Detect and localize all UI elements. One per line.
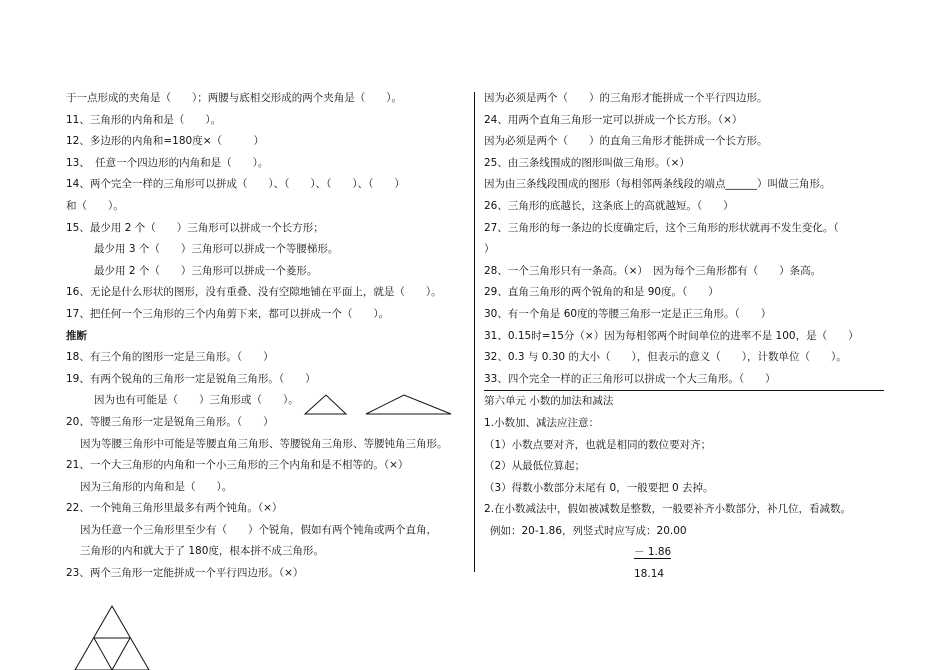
question-20-reason: 因为等腰三角形中可能是等腰直角三角形、等腰锐角三角形、等腰钝角三角形。 [80,437,448,450]
question-22: 22、一个钝角三角形里最多有两个钝角。（×） [66,502,283,515]
question-25-reason: 因为由三条线段围成的图形（每相邻两条线段的端点______）叫做三角形。 [484,178,831,191]
four-triangles-figure [73,604,153,670]
question-21-reason: 因为三角形的内角和是（ ）。 [80,480,233,493]
question-31: 31、0.15时=15分（×）因为每相邻两个时间单位的进率不是 100，是（ ） [484,329,859,342]
question-18: 18、有三个角的图形一定是三角形。（ ） [66,351,274,364]
question-29: 29、直角三角形的两个锐角的和是 90度。（ ） [484,286,719,299]
question-32: 32、0.3 与 0.30 的大小（ ），但表示的意义（ ），计数单位（ ）。 [484,351,847,364]
column-divider [474,92,475,572]
rule-2: 2.在小数减法中，假如被减数是整数，一般要补齐小数部分，补几位，看减数。 [484,503,852,516]
question-27: 27、三角形的每一条边的长度确定后，这个三角形的形状就再不发生变化。（ [484,221,839,234]
right-column [484,88,884,586]
question-15: 15、最少用 2 个（ ）三角形可以拼成一个长方形； [66,221,324,234]
question-30: 30、有一个角是 60度的等腰三角形一定是正三角形。（ ） [484,307,772,320]
question-15-c: 最少用 2 个（ ）三角形可以拼成一个菱形。 [94,264,318,277]
question-13: 13、 任意一个四边形的内角和是（ ）。 [66,156,269,169]
midline-right [112,638,130,670]
triangle-figures [300,392,460,418]
question-25: 25、由三条线围成的图形叫做三角形。（×） [484,156,690,169]
question-15-b: 最少用 3 个（ ）三角形可以拼成一个等腰梯形。 [94,243,339,256]
question-19: 19、有两个锐角的三角形一定是锐角三角形。（ ） [66,372,316,385]
section-heading-judgement: 推断 [66,329,87,342]
question-20: 20、等腰三角形一定是锐角三角形。（ ） [66,415,274,428]
question-22-reason: 因为任意一个三角形里至少有（ ）个锐角，假如有两个钝角或两个直角， [80,523,437,536]
unit-heading: 第六单元 小数的加法和减法 [484,395,614,408]
question-33: 33、四个完全一样的正三角形可以拼成一个大三角形。（ ） [484,369,884,392]
rule-1-item-3: （3）得数小数部分末尾有 0，一般要把 0 去掉。 [484,481,714,494]
question-12: 12、多边形的内角和=180度×（ ） [66,135,264,148]
question-22-reason-cont: 三角形的内和就大于了 180度，根本拼不成三角形。 [80,545,324,558]
question-21: 21、一个大三角形的内角和一个小三角形的三个内角和是不相等的。（×） [66,459,409,472]
left-column [66,88,466,585]
question-27-cont: ） [484,243,495,256]
question-23-reason: 因为必须是两个（ ）的三角形才能拼成一个平行四边形。 [484,92,768,104]
question-14-cont: 和（ ）。 [66,199,124,212]
midline-left [94,638,112,670]
rule-1: 1.小数加、减法应注意： [484,416,600,429]
question-23: 23、两个三角形一定能拼成一个平行四边形。（×） [66,567,304,580]
question-24-reason: 因为必须是两个（ ）的直角三角形才能拼成一个长方形。 [484,135,768,148]
question-17: 17、把任何一个三角形的三个内角剪下来，都可以拼成一个（ ）。 [66,307,390,320]
question-24: 24、用两个直角三角形一定可以拼成一个长方形。（×） [484,113,743,126]
question-26: 26、三角形的底越长，这条底上的高就越短。（ ） [484,199,734,212]
question-11: 11、三角形的内角和是（ ）。 [66,113,222,126]
question-28: 28、一个三角形只有一条高。（×） 因为每个三角形都有（ ）条高。 [484,264,822,277]
example-line: 例如：20-1.86，列竖式时应写成：20.00 [490,524,687,537]
rule-1-item-2: （2）从最低位算起； [484,460,586,473]
example-subtrahend [484,542,884,564]
question-19-reason: 因为也有可能是（ ）三角形或（ ）。 [94,394,299,407]
acute-triangle-shape [305,395,346,414]
question-16: 16、无论是什么形状的图形，没有重叠、没有空隙地铺在平面上，就是（ ）。 [66,286,442,299]
subtrahend-text: － 1.86 [634,546,672,559]
rule-1-item-1: （1）小数点要对齐，也就是相同的数位要对齐； [484,438,712,451]
text-line: 于一点形成的夹角是（ ）；两腰与底相交形成的两个夹角是（ ）。 [66,92,402,104]
obtuse-triangle-shape [366,395,451,414]
example-result: 18.14 [634,568,665,581]
question-14: 14、两个完全一样的三角形可以拼成（ ）、（ ）、（ ）、（ ） [66,178,405,191]
